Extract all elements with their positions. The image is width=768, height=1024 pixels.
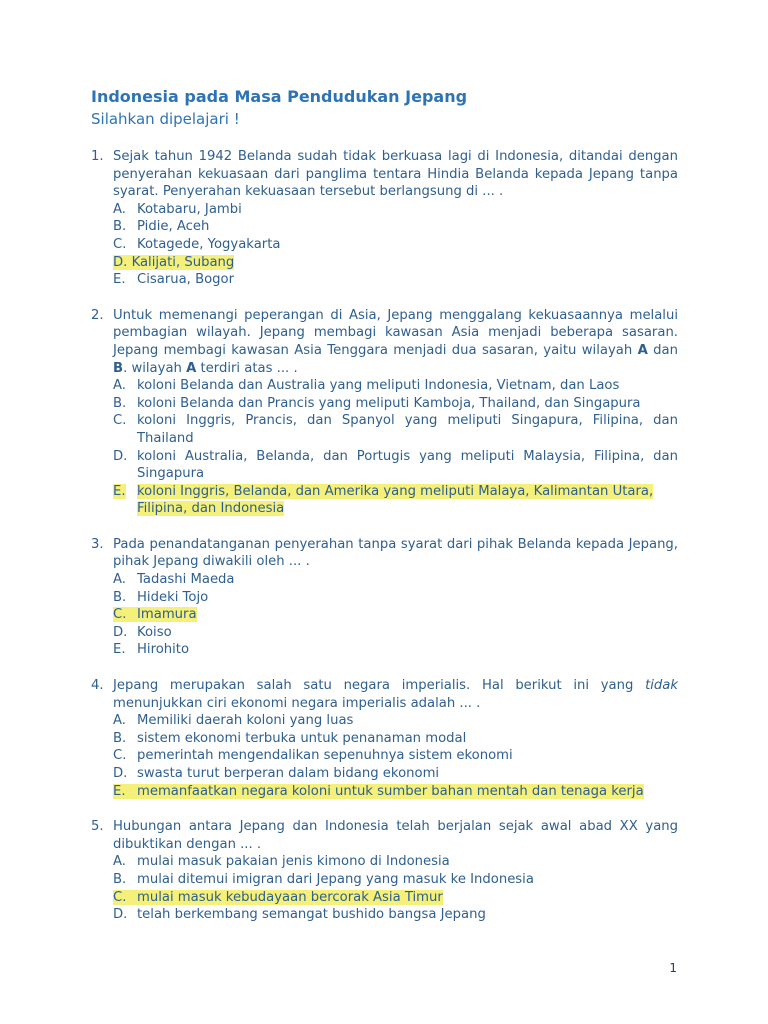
option-b: B. mulai ditemui imigran dari Jepang yang masuk ke Indonesia: [113, 871, 534, 887]
option-c-highlighted: C. mulai masuk kebudayaan bercorak Asia Timur: [113, 889, 443, 905]
question-text: Sejak tahun 1942 Belanda sudah tidak berkuasa lagi di Indonesia, ditandai dengan penyerahan kekuasaan dari panglima tentara Hindia Belanda kepada Jepang tanpa syarat. Penyerahan kekuasaan tersebut berlangsung di ... .: [113, 149, 678, 200]
document-subtitle: Silahkan dipelajari !: [91, 110, 240, 128]
option-e: E. Cisarua, Bogor: [113, 272, 235, 288]
question-3: [91, 536, 678, 659]
question-5: [91, 818, 678, 924]
question-1: [91, 148, 678, 289]
option-d: D. koloni Australia, Belanda, dan Portugis yang meliputi Malaysia, Filipina, dan Singapura: [113, 448, 678, 482]
option-b: B. koloni Belanda dan Prancis yang meliputi Kamboja, Thailand, dan Singapura: [113, 395, 641, 411]
question-text: Hubungan antara Jepang dan Indonesia telah berjalan sejak awal abad XX yang dibuktikan dengan ... .: [113, 819, 678, 852]
option-c: C. pemerintah mengendalikan sepenuhnya sistem ekonomi: [113, 748, 513, 764]
question-text: Pada penandatanganan penyerahan tanpa syarat dari pihak Belanda kepada Jepang, pihak Jepang diwakili oleh ... .: [113, 536, 678, 570]
option-d-highlighted: D. Kalijati, Subang: [113, 254, 235, 270]
option-d: D. swasta turut berperan dalam bidang ekonomi: [113, 766, 440, 781]
option-a: A. Kotabaru, Jambi: [113, 201, 242, 217]
option-a: A. Tadashi Maeda: [113, 572, 235, 588]
option-e-highlighted: E. memanfaatkan negara koloni untuk sumber bahan mentah dan tenaga kerja: [113, 783, 644, 799]
option-b: B. Hideki Tojo: [113, 589, 209, 605]
option-b: B. sistem ekonomi terbuka untuk penanaman modal: [113, 730, 467, 746]
option-b: B. Pidie, Aceh: [113, 219, 210, 235]
question-text: Jepang merupakan salah satu negara imperialis. Hal berikut ini yang tidak menunjukkan ciri ekonomi negara imperialis adalah ... .: [113, 678, 678, 711]
question-number: 3.: [91, 536, 104, 552]
option-d: D. Koiso: [113, 624, 172, 640]
option-a: A. mulai masuk pakaian jenis kimono di Indonesia: [113, 854, 450, 870]
option-e-highlighted: E. koloni Inggris, Belanda, dan Amerika yang meliputi Malaya, Kalimantan Utara, Filipina, dan Indonesia: [113, 483, 654, 517]
question-4: [91, 677, 678, 800]
question-2: [91, 307, 678, 518]
question-number: 2.: [91, 307, 104, 323]
question-number: 4.: [91, 678, 104, 694]
page-number: 1: [669, 961, 677, 975]
question-number: 1.: [91, 149, 104, 164]
option-a: A. koloni Belanda dan Australia yang meliputi Indonesia, Vietnam, dan Laos: [113, 378, 620, 394]
question-number: 5.: [91, 819, 104, 835]
option-c-highlighted: C. Imamura: [113, 607, 197, 623]
option-a: A. Memiliki daerah koloni yang luas: [113, 713, 354, 729]
option-e: E. Hirohito: [113, 642, 190, 658]
document-title: Indonesia pada Masa Pendudukan Jepang: [91, 87, 468, 106]
question-text: Untuk memenangi peperangan di Asia, Jepang menggalang kekuasaannya melalui pembagian wilayah. Jepang membagi kawasan Asia menjadi beberapa sasaran. Jepang membagi kawasan Asia Tenggara menjadi dua sasaran, yaitu wilayah A dan B. wilayah A terdiri atas ... .: [113, 307, 678, 376]
option-c: C. Kotagede, Yogyakarta: [113, 236, 281, 252]
option-d: D. telah berkembang semangat bushido bangsa Jepang: [113, 907, 486, 923]
option-c: C. koloni Inggris, Prancis, dan Spanyol yang meliputi Singapura, Filipina, dan Thailand: [113, 413, 678, 446]
